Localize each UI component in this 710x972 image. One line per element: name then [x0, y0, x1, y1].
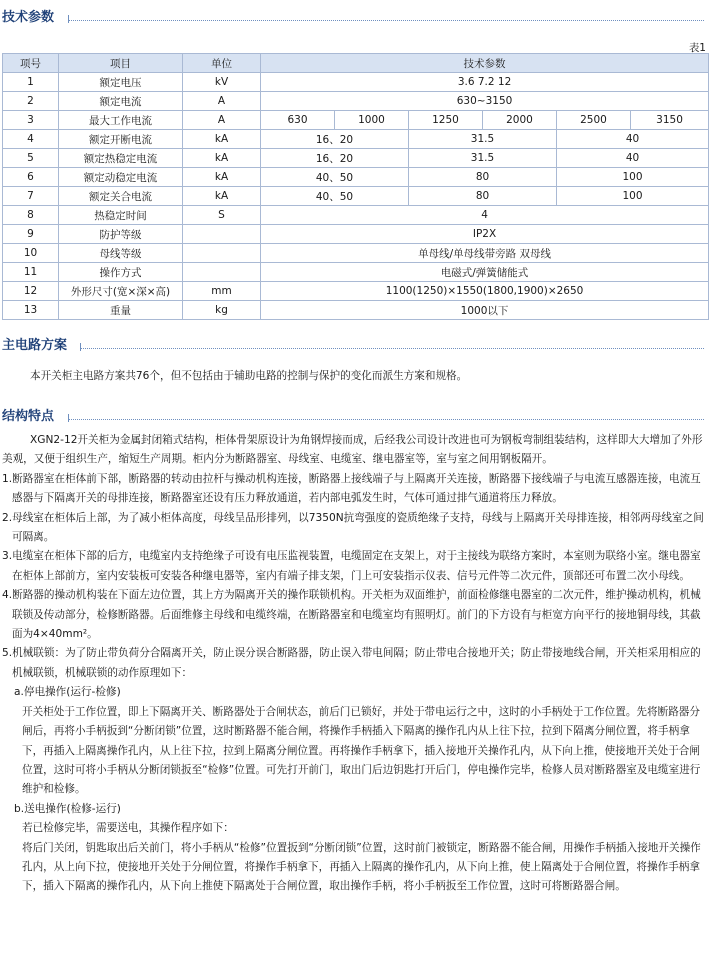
table-row: [3, 187, 709, 206]
cell-value: 630~3150: [261, 92, 709, 111]
cell-item: 额定电流: [59, 92, 183, 111]
cell-value: 3150: [631, 111, 709, 130]
cell-no: 6: [3, 168, 59, 187]
cell-value: 4: [261, 206, 709, 225]
cell-no: 11: [3, 263, 59, 282]
cell-unit: [183, 225, 261, 244]
cell-unit: kA: [183, 168, 261, 187]
table-row: [3, 130, 709, 149]
cell-unit: kA: [183, 187, 261, 206]
cell-unit: S: [183, 206, 261, 225]
cell-value: 电磁式/弹簧储能式: [261, 263, 709, 282]
cell-item: 最大工作电流: [59, 111, 183, 130]
cell-no: 2: [3, 92, 59, 111]
section-rule: [68, 419, 704, 420]
table-row: [3, 149, 709, 168]
cell-no: 9: [3, 225, 59, 244]
cell-value: 31.5: [409, 149, 557, 168]
cell-no: 3: [3, 111, 59, 130]
cell-no: 8: [3, 206, 59, 225]
cell-value: 630: [261, 111, 335, 130]
cell-no: 12: [3, 282, 59, 301]
cell-item: 额定动稳定电流: [59, 168, 183, 187]
cell-item: 额定关合电流: [59, 187, 183, 206]
cell-unit: A: [183, 111, 261, 130]
table-row: [3, 244, 709, 263]
structure-item-5: 5.机械联锁：为了防止带负荷分合隔离开关，防止误分误合断路器，防止误入带电间隔；防止带电合接地开关；防止带接地线合闸，开关柜采用相应的机械联锁，机械联锁的动作原理如下：: [2, 647, 701, 679]
cell-item: 操作方式: [59, 263, 183, 282]
cell-unit: kA: [183, 130, 261, 149]
cell-unit: A: [183, 92, 261, 111]
structure-item-3: 3.电缆室在柜体下部的后方，电缆室内支持绝缘子可设有电压监视装置，电缆固定在支架上，对于主接线为联络方案时，本室则为联络小室。继电器室在柜体上部前方，室内安装板可安装各种继电器等，室内有端子排支架，门上可安装指示仪表、信号元件等二次元件，顶部还可布置二次小母线。: [2, 550, 701, 582]
table-row: [3, 73, 709, 92]
cell-value: 1000以下: [261, 301, 709, 320]
section-title-structure: 结构特点: [2, 409, 55, 424]
structure-item-2: 2.母线室在柜体后上部，为了减小柜体高度，母线呈品形排列，以7350N抗弯强度的瓷质绝缘子支持，母线与上隔离开关母排连接，相邻两母线室之间可隔离。: [2, 511, 704, 544]
cell-item: 额定开断电流: [59, 130, 183, 149]
table-row: [3, 301, 709, 320]
section-title-circuit: 主电路方案: [2, 338, 68, 353]
header-params: 技术参数: [261, 54, 709, 73]
cell-value: 100: [557, 187, 709, 206]
cell-item: 重量: [59, 301, 183, 320]
section-title-tech: 技术参数: [2, 10, 55, 25]
table-row: [3, 111, 709, 130]
cell-value: IP2X: [261, 225, 709, 244]
cell-item: 额定热稳定电流: [59, 149, 183, 168]
cell-value: 1100(1250)×1550(1800,1900)×2650: [261, 282, 709, 301]
table-row: [3, 206, 709, 225]
cell-item: 防护等级: [59, 225, 183, 244]
subsection-b-title: b.送电操作(检修-运行): [14, 802, 121, 815]
cell-no: 10: [3, 244, 59, 263]
cell-unit: [183, 263, 261, 282]
cell-value: 80: [409, 168, 557, 187]
cell-value: 单母线/单母线带旁路 双母线: [261, 244, 709, 263]
section-rule: [80, 348, 704, 349]
table-row: [3, 168, 709, 187]
section-rule: [68, 20, 704, 21]
circuit-paragraph: [2, 367, 706, 386]
structure-item-1: 1.断路器室在柜体前下部，断路器的转动由拉杆与操动机构连接，断路器上接线端子与上隔离开关连接，断路器下接线端子与电流互感器连接，电流互感器与下隔离开关的母排连接，断路器室还设有压力释放通道，若内部电弧发生时，气体可通过排气通道将压力释放。: [2, 472, 701, 505]
cell-value: 40: [557, 130, 709, 149]
subsection-a-title: a.停电操作(运行-检修): [14, 686, 121, 699]
circuit-text: 本开关柜主电路方案共76个，但不包括由于辅助电路的控制与保护的变化而派生方案和规格。: [30, 370, 468, 382]
structure-body: [2, 431, 706, 897]
spec-table: [2, 53, 709, 320]
table-row: [3, 282, 709, 301]
cell-no: 4: [3, 130, 59, 149]
cell-value: 2000: [483, 111, 557, 130]
cell-unit: [183, 244, 261, 263]
cell-unit: mm: [183, 282, 261, 301]
structure-intro: XGN2-12开关柜为金属封闭箱式结构，柜体骨架原设计为角钢焊接而成，后经我公司设计改进也可为钢板弯制组装结构，这样即大大增加了外形美观，又便于组织生产，缩短生产周期。柜内分为断路器室、母线室、电缆室、继电器室等，室与室之间用钢板隔开。: [2, 434, 703, 466]
subsection-a-text: 开关柜处于工作位置，即上下隔离开关、断路器处于合闸状态，前后门已锁好，并处于带电运行之中，这时的小手柄处于工作位置。先将断路器分闸后，再将小手柄扳到“分断闭锁”位置，这时断路器不能合闸，将操作手柄插入下隔离的操作孔内从上往下拉，拉到下隔离分闸位置，将手柄拿下，再插入上隔离操作孔内，从上往下拉，拉到上隔离分闸位置。再将操作手柄拿下，插入接地开关操作孔内，从下向上推，使接地开关处于合闸位置，这时可将小手柄从分断闭锁扳至“检修”位置。可先打开前门，取出门后边钥匙打开后门，停电操作完毕，检修人员对断路器室及电缆室进行维护和检修。: [22, 705, 701, 796]
cell-item: 热稳定时间: [59, 206, 183, 225]
table-row: [3, 263, 709, 282]
table-row: [3, 225, 709, 244]
cell-no: 13: [3, 301, 59, 320]
cell-no: 5: [3, 149, 59, 168]
cell-no: 7: [3, 187, 59, 206]
subsection-b-lead: 若已检修完毕，需要送电，其操作程序如下：: [22, 822, 234, 835]
cell-value: 3.6 7.2 12: [261, 73, 709, 92]
cell-item: 母线等级: [59, 244, 183, 263]
table-label: 表1: [688, 42, 706, 54]
cell-value: 80: [409, 187, 557, 206]
header-unit: 单位: [183, 54, 261, 73]
cell-value: 16、20: [261, 149, 409, 168]
cell-value: 40、50: [261, 168, 409, 187]
cell-value: 1250: [409, 111, 483, 130]
cell-value: 100: [557, 168, 709, 187]
cell-unit: kV: [183, 73, 261, 92]
cell-value: 2500: [557, 111, 631, 130]
header-no: 项号: [3, 54, 59, 73]
table-row: [3, 92, 709, 111]
cell-item: 额定电压: [59, 73, 183, 92]
structure-item-4: 4.断路器的操动机构装在下面左边位置，其上方为隔离开关的操作联锁机构。开关柜为双面维护，前面检修继电器室的二次元件，维护操动机构，机械联锁及传动部分，检修断路器。后面维修主母线和电缆终端，在断路器室和电缆室均有照明灯。前门的下方设有与柜宽方向平行的接地铜母线，其截面为4×40mm²。: [2, 589, 701, 641]
cell-value: 31.5: [409, 130, 557, 149]
table-header-row: [3, 54, 709, 73]
subsection-b-text: 将后门关闭，钥匙取出后关前门，将小手柄从“检修”位置扳到“分断闭锁”位置，这时前门被锁定，断路器不能合闸，用操作手柄插入接地开关操作孔内，从上向下拉，使接地开关处于分闸位置，将操作手柄拿下，再插入上隔离的操作孔内，从下向上推，使上隔离处于合闸位置，将操作手柄拿下，插入下隔离的操作孔内，从下向上推使下隔离处于合闸位置，取出操作手柄，将小手柄扳至工作位置，这时可将断路器合闸。: [22, 841, 701, 893]
cell-value: 40、50: [261, 187, 409, 206]
cell-no: 1: [3, 73, 59, 92]
cell-unit: kA: [183, 149, 261, 168]
cell-item: 外形尺寸(宽×深×高): [59, 282, 183, 301]
cell-value: 40: [557, 149, 709, 168]
header-item: 项目: [59, 54, 183, 73]
cell-unit: kg: [183, 301, 261, 320]
cell-value: 1000: [335, 111, 409, 130]
cell-value: 16、20: [261, 130, 409, 149]
